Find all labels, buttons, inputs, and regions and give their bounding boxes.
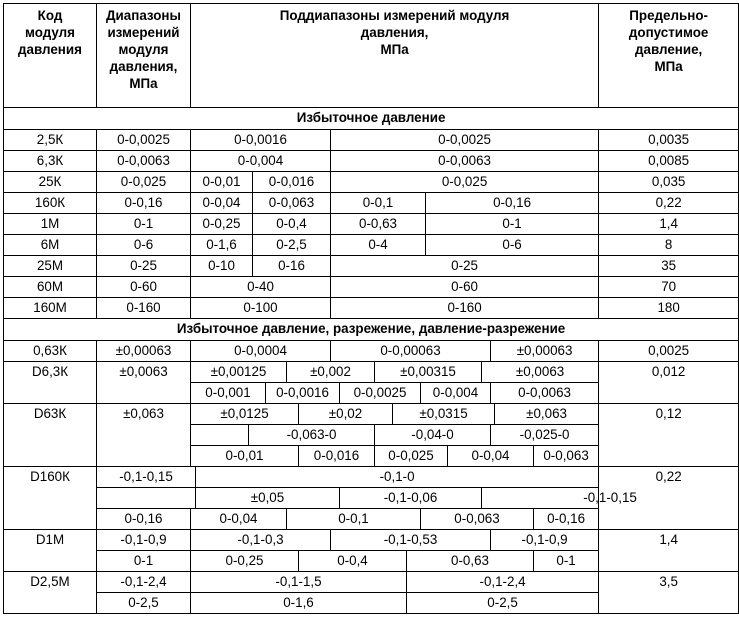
subrange: -0,04-0	[375, 425, 491, 446]
measurement-range: 0-1	[97, 214, 191, 235]
max-pressure: 0,22	[599, 467, 739, 530]
subrange: 0-0,16	[534, 509, 599, 530]
max-pressure: 0,035	[599, 172, 739, 193]
subrange: 0-0,63	[331, 214, 426, 235]
table-row	[4, 172, 739, 193]
table-row	[4, 193, 739, 214]
section-title-vacuum: Избыточное давление, разрежение, давление-разрежение	[4, 319, 739, 341]
module-code: D1М	[4, 530, 97, 572]
subrange: 0-0,0063	[491, 383, 599, 404]
module-code: 25М	[4, 256, 97, 277]
subrange: -0,1-2,4	[407, 572, 599, 593]
subrange: 0-2,5	[253, 235, 331, 256]
table-row	[4, 488, 739, 509]
max-pressure: 1,4	[599, 214, 739, 235]
subrange: 0-1,6	[191, 593, 407, 614]
module-code: D160К	[4, 467, 97, 530]
module-code: D6,3К	[4, 362, 97, 404]
module-code: 6,3К	[4, 151, 97, 172]
subrange: ±0,05	[196, 488, 340, 509]
subrange: 0-0,016	[299, 446, 375, 467]
measurement-range: 0-60	[97, 277, 191, 298]
subrange: 0-0,025	[331, 172, 599, 193]
subrange: 0-0,0016	[266, 383, 340, 404]
table-row	[4, 362, 739, 383]
subrange: 0-100	[191, 298, 331, 319]
subrange: 0-1	[534, 551, 599, 572]
table-row	[4, 298, 739, 319]
subrange: -0,1-1,5	[191, 572, 407, 593]
subrange: ±0,0125	[191, 404, 299, 425]
measurement-range: -0,1-0,9	[97, 530, 191, 551]
max-pressure: 180	[599, 298, 739, 319]
subrange: 0-0,0063	[331, 151, 599, 172]
module-code: 2,5К	[4, 130, 97, 151]
subrange: 0-4	[331, 235, 426, 256]
table-row	[4, 572, 739, 593]
measurement-range: -0,1-2,4	[97, 572, 191, 593]
subrange: -0,1-0	[196, 467, 599, 488]
header-module-code: Код модуля давления	[4, 4, 97, 108]
table-row	[4, 256, 739, 277]
module-code: 60М	[4, 277, 97, 298]
max-pressure: 3,5	[599, 572, 739, 614]
table-row	[4, 530, 739, 551]
subrange: -0,1-0,15	[482, 488, 739, 509]
subrange: 0-0,16	[426, 193, 599, 214]
subrange-blank	[191, 425, 249, 446]
subrange: 0-1,6	[191, 235, 253, 256]
subrange: 0-6	[426, 235, 599, 256]
subrange: 0-0,0025	[331, 130, 599, 151]
subrange: ±0,00315	[375, 362, 482, 383]
table-header-row	[4, 4, 739, 108]
header-subranges: Поддиапазоны измерений модуля давления, МПа	[191, 4, 599, 108]
measurement-range: 0-0,16	[97, 509, 191, 530]
subrange: ±0,0315	[393, 404, 495, 425]
module-code: 0,63К	[4, 341, 97, 362]
subrange: 0-0,04	[191, 193, 253, 214]
subrange: 0-0,016	[253, 172, 331, 193]
section-row	[4, 319, 739, 341]
module-code: 1М	[4, 214, 97, 235]
max-pressure: 0,12	[599, 404, 739, 467]
subrange: -0,025-0	[491, 425, 599, 446]
measurement-range-blank	[97, 488, 196, 509]
subrange: 0-0,001	[191, 383, 266, 404]
module-code: D2,5М	[4, 572, 97, 614]
subrange: 0-0,1	[287, 509, 421, 530]
subrange: 0-16	[253, 256, 331, 277]
table-row	[4, 467, 739, 488]
subrange: 0-0,4	[253, 214, 331, 235]
module-code: 160К	[4, 193, 97, 214]
pressure-ranges-table	[3, 3, 739, 614]
measurement-range: ±0,0063	[97, 362, 191, 404]
subrange: -0,1-0,9	[491, 530, 599, 551]
section-title-excess: Избыточное давление	[4, 108, 739, 130]
subrange: ±0,002	[287, 362, 375, 383]
subrange: 0-0,025	[375, 446, 448, 467]
subrange: 0-0,063	[253, 193, 331, 214]
table-row	[4, 341, 739, 362]
max-pressure: 1,4	[599, 530, 739, 572]
max-pressure: 70	[599, 277, 739, 298]
subrange: 0-25	[331, 256, 599, 277]
subrange: 0-0,0025	[340, 383, 421, 404]
measurement-range: 0-2,5	[97, 593, 191, 614]
module-code: D63К	[4, 404, 97, 467]
measurement-range: 0-160	[97, 298, 191, 319]
subrange: -0,063-0	[249, 425, 375, 446]
subrange: 0-0,0004	[191, 341, 331, 362]
subrange: 0-0,25	[191, 214, 253, 235]
subrange: 0-0,1	[331, 193, 426, 214]
subrange: ±0,0063	[482, 362, 599, 383]
subrange: 0-0,25	[191, 551, 299, 572]
subrange: 0-0,004	[191, 151, 331, 172]
subrange: 0-40	[191, 277, 331, 298]
measurement-range: 0-0,0063	[97, 151, 191, 172]
subrange: 0-0,063	[421, 509, 534, 530]
subrange: 0-0,63	[407, 551, 534, 572]
measurement-range: ±0,00063	[97, 341, 191, 362]
measurement-range: 0-1	[97, 551, 191, 572]
subrange: 0-0,04	[191, 509, 287, 530]
table-row	[4, 214, 739, 235]
subrange: 0-0,4	[299, 551, 407, 572]
max-pressure: 0,22	[599, 193, 739, 214]
subrange: 0-1	[426, 214, 599, 235]
subrange: ±0,00125	[191, 362, 287, 383]
subrange: -0,1-0,06	[340, 488, 482, 509]
subrange: -0,1-0,53	[331, 530, 491, 551]
table-row	[4, 235, 739, 256]
max-pressure: 0,0025	[599, 341, 739, 362]
subrange: 0-0,004	[421, 383, 491, 404]
subrange: 0-0,04	[448, 446, 534, 467]
subrange: 0-10	[191, 256, 253, 277]
measurement-range: 0-6	[97, 235, 191, 256]
table-row	[4, 404, 739, 425]
subrange: 0-60	[331, 277, 599, 298]
module-code: 6М	[4, 235, 97, 256]
measurement-range: 0-0,16	[97, 193, 191, 214]
max-pressure: 0,0085	[599, 151, 739, 172]
module-code: 160М	[4, 298, 97, 319]
subrange: ±0,00063	[491, 341, 599, 362]
subrange: 0-0,063	[534, 446, 599, 467]
subrange: 0-0,01	[191, 172, 253, 193]
subrange: ±0,063	[495, 404, 599, 425]
max-pressure: 35	[599, 256, 739, 277]
measurement-range: -0,1-0,15	[97, 467, 196, 488]
header-measurement-range: Диапазоны измерений модуля давления, МПа	[97, 4, 191, 108]
subrange: 0-2,5	[407, 593, 599, 614]
table-row	[4, 130, 739, 151]
section-row	[4, 108, 739, 130]
measurement-range: 0-0,025	[97, 172, 191, 193]
max-pressure: 0,0035	[599, 130, 739, 151]
table-row	[4, 151, 739, 172]
measurement-range: 0-0,0025	[97, 130, 191, 151]
module-code: 25К	[4, 172, 97, 193]
subrange: 0-0,00063	[331, 341, 491, 362]
subrange: 0-0,01	[191, 446, 299, 467]
measurement-range: ±0,063	[97, 404, 191, 467]
measurement-range: 0-25	[97, 256, 191, 277]
header-max-pressure: Предельно- допустимое давление, МПа	[599, 4, 739, 108]
subrange: -0,1-0,3	[191, 530, 331, 551]
max-pressure: 8	[599, 235, 739, 256]
subrange: 0-0,0016	[191, 130, 331, 151]
subrange: 0-160	[331, 298, 599, 319]
max-pressure: 0,012	[599, 362, 739, 404]
subrange: ±0,02	[299, 404, 393, 425]
table-row	[4, 277, 739, 298]
